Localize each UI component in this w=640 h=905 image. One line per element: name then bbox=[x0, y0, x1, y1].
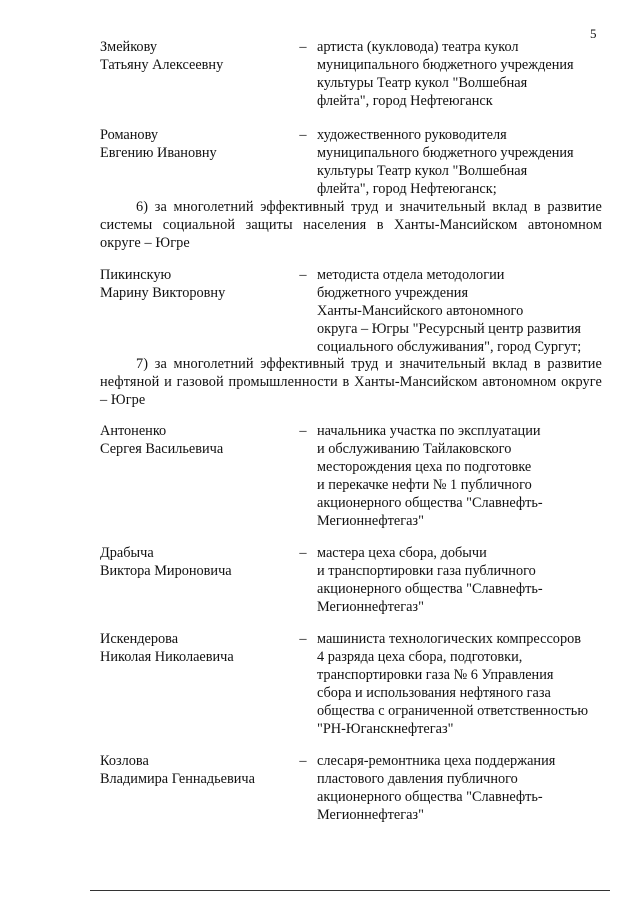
name-line: Пикинскую bbox=[100, 267, 172, 283]
description-line: общества с ограниченной ответственностью bbox=[317, 703, 588, 719]
description-line: культуры Театр кукол "Волшебная bbox=[317, 163, 528, 179]
name-line: Евгению Ивановну bbox=[100, 145, 217, 161]
dash: – bbox=[299, 631, 307, 647]
position-description bbox=[317, 630, 602, 738]
name-line: Романову bbox=[100, 127, 158, 143]
description-line: акционерного общества "Славнефть- bbox=[317, 789, 543, 805]
description-line: Мегионнефтегаз" bbox=[317, 599, 424, 615]
person-name bbox=[100, 38, 285, 74]
position-description bbox=[317, 266, 602, 356]
description-line: и перекачке нефти № 1 публичного bbox=[317, 477, 532, 493]
position-description bbox=[317, 38, 602, 110]
page-number: 5 bbox=[590, 26, 597, 41]
description-line: слесаря-ремонтника цеха поддержания bbox=[317, 753, 556, 769]
person-name bbox=[100, 266, 285, 302]
award-entry bbox=[100, 630, 602, 737]
dash: – bbox=[299, 127, 307, 143]
person-name bbox=[100, 752, 285, 788]
dash: – bbox=[299, 423, 307, 439]
dash: – bbox=[299, 267, 307, 283]
name-line: Сергея Васильевича bbox=[100, 441, 224, 457]
description-line: методиста отдела методологии bbox=[317, 267, 505, 283]
description-line: месторождения цеха по подготовке bbox=[317, 459, 532, 475]
name-line: Искендерова bbox=[100, 631, 179, 647]
dash: – bbox=[299, 545, 307, 561]
dash: – bbox=[299, 753, 307, 769]
name-line: Марину Викторовну bbox=[100, 285, 226, 301]
award-entry bbox=[100, 266, 602, 355]
position-description bbox=[317, 126, 602, 198]
dash: – bbox=[299, 39, 307, 55]
position-description bbox=[317, 752, 602, 824]
award-entry bbox=[100, 752, 602, 832]
award-category-heading: 7) за многолетний эффективный труд и значительный вклад в развитие нефтяной и газовой промышленности в Ханты-Мансийском автономном округе – Югре bbox=[100, 356, 602, 408]
description-line: начальника участка по эксплуатации bbox=[317, 423, 541, 439]
description-line: акционерного общества "Славнефть- bbox=[317, 495, 543, 511]
description-line: культуры Театр кукол "Волшебная bbox=[317, 75, 528, 91]
name-line: Виктора Мироновича bbox=[100, 563, 232, 579]
person-name bbox=[100, 630, 285, 666]
description-line: Ханты-Мансийского автономного bbox=[317, 303, 524, 319]
person-name bbox=[100, 544, 285, 580]
name-line: Николая Николаевича bbox=[100, 649, 234, 665]
position-description bbox=[317, 422, 602, 530]
description-line: сбора и использования нефтяного газа bbox=[317, 685, 551, 701]
person-name bbox=[100, 126, 285, 162]
award-entry bbox=[100, 38, 602, 118]
award-entry bbox=[100, 544, 602, 624]
description-line: муниципального бюджетного учреждения bbox=[317, 57, 574, 73]
position-description bbox=[317, 544, 602, 616]
description-line: флейта", город Нефтеюганск bbox=[317, 93, 493, 109]
description-line: "РН-Юганскнефтегаз" bbox=[317, 721, 454, 737]
award-category-heading: 6) за многолетний эффективный труд и значительный вклад в развитие системы социальной защиты населения в Ханты-Мансийском автономном округе – Югре bbox=[100, 199, 602, 251]
description-line: пластового давления публичного bbox=[317, 771, 518, 787]
description-line: машиниста технологических компрессоров bbox=[317, 631, 581, 647]
award-entry bbox=[100, 126, 602, 206]
description-line: артиста (кукловода) театра кукол bbox=[317, 39, 519, 55]
description-line: мастера цеха сбора, добычи bbox=[317, 545, 487, 561]
description-line: муниципального бюджетного учреждения bbox=[317, 145, 574, 161]
footer-rule bbox=[90, 890, 610, 891]
person-name bbox=[100, 422, 285, 458]
description-line: акционерного общества "Славнефть- bbox=[317, 581, 543, 597]
description-line: бюджетного учреждения bbox=[317, 285, 469, 301]
name-line: Драбыча bbox=[100, 545, 154, 561]
name-line: Антоненко bbox=[100, 423, 167, 439]
description-line: 4 разряда цеха сбора, подготовки, bbox=[317, 649, 523, 665]
description-line: художественного руководителя bbox=[317, 127, 507, 143]
description-line: Мегионнефтегаз" bbox=[317, 513, 424, 529]
description-line: и транспортировки газа публичного bbox=[317, 563, 536, 579]
award-entry bbox=[100, 422, 602, 529]
description-line: флейта", город Нефтеюганск; bbox=[317, 181, 497, 197]
description-line: округа – Югры "Ресурсный центр развития bbox=[317, 321, 581, 337]
name-line: Козлова bbox=[100, 753, 149, 769]
description-line: Мегионнефтегаз" bbox=[317, 807, 424, 823]
name-line: Татьяну Алексеевну bbox=[100, 57, 224, 73]
name-line: Змейкову bbox=[100, 39, 157, 55]
name-line: Владимира Геннадьевича bbox=[100, 771, 255, 787]
description-line: социального обслуживания", город Сургут; bbox=[317, 339, 582, 355]
description-line: транспортировки газа № 6 Управления bbox=[317, 667, 554, 683]
description-line: и обслуживанию Тайлаковского bbox=[317, 441, 512, 457]
